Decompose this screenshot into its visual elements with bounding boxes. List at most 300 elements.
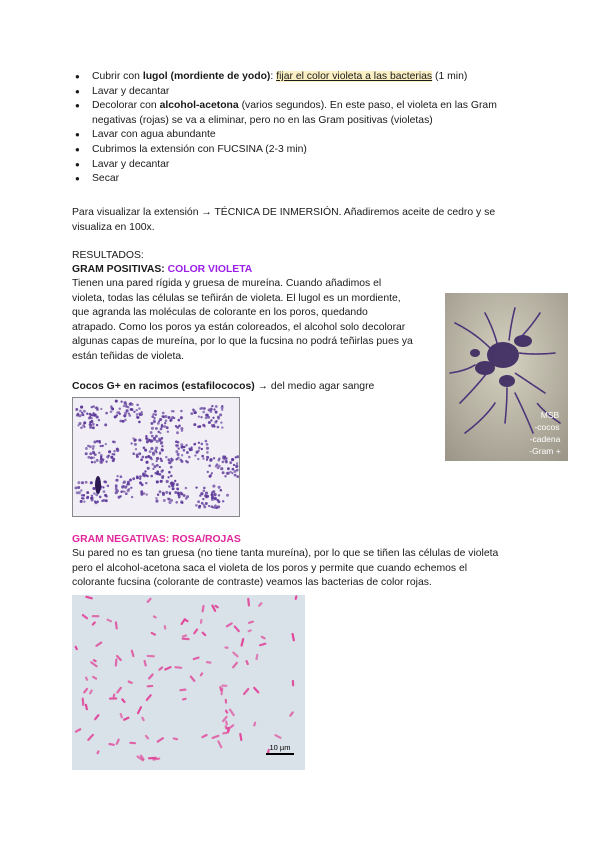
coccus-cell [220, 467, 223, 470]
coccus-cell [154, 410, 157, 413]
coccus-cell [145, 437, 148, 440]
coccus-cell [178, 419, 181, 422]
coccus-cell [181, 460, 184, 463]
coccus-cell [171, 416, 174, 419]
coccus-cell [210, 410, 213, 413]
bacillus-cell [292, 680, 294, 687]
coccus-cell [85, 447, 88, 450]
coccus-cell [120, 491, 122, 493]
coccus-cell [170, 475, 173, 478]
streptococci-micrograph [445, 293, 568, 461]
coccus-cell [107, 485, 110, 488]
coccus-cell [159, 466, 161, 468]
coccus-cell [174, 491, 177, 494]
coccus-cell [86, 491, 89, 494]
coccus-cell [102, 458, 104, 460]
visualize-paragraph: Para visualizar la extensión → TÉCNICA DE INMERSIÓN. Añadiremos aceite de cedro y se visualiza en 100x. [72, 207, 496, 233]
coccus-cell [136, 409, 138, 411]
coccus-cell [136, 455, 139, 458]
coccus-cell [114, 416, 117, 419]
coccus-cell [92, 445, 95, 448]
coccus-cell [136, 413, 139, 416]
coccus-cell [217, 459, 220, 462]
coccus-cell [212, 417, 214, 419]
coccus-cell [211, 499, 213, 501]
coccus-cell [235, 465, 238, 468]
coccus-cell [131, 496, 133, 498]
coccus-cell [170, 482, 173, 485]
coccus-cell [175, 450, 178, 453]
gram-negative-heading: GRAM NEGATIVAS: ROSA/ROJAS [72, 534, 241, 545]
coccus-cell [96, 415, 99, 418]
coccus-cell [148, 439, 151, 442]
coccus-cell [99, 460, 102, 463]
coccus-cell [176, 431, 179, 434]
coccus-cell [164, 415, 167, 418]
cocos-caption: Cocos G+ en racimos (estafilococos) → del medio agar sangre [72, 381, 375, 392]
coccus-cell [159, 432, 161, 434]
list-item: ● Lavar con agua abundante [72, 128, 522, 143]
coccus-cell [102, 486, 104, 488]
coccus-cell [102, 445, 104, 447]
coccus-cell [130, 487, 132, 489]
coccus-cell [215, 411, 218, 414]
coccus-cell [206, 447, 209, 450]
coccus-cell [149, 456, 152, 459]
coccus-cell [183, 449, 186, 452]
coccus-cell [165, 491, 168, 494]
coccus-cell [103, 490, 106, 493]
coccus-cell [222, 471, 225, 474]
coccus-cell [129, 478, 132, 481]
coccus-cell [180, 443, 183, 446]
coccus-cell [144, 449, 147, 452]
coccus-cell [77, 486, 80, 489]
coccus-cell [149, 450, 152, 453]
coccus-cell [208, 464, 211, 467]
coccus-cell [198, 415, 200, 417]
coccus-cell [167, 476, 169, 478]
coccus-cell [195, 504, 198, 507]
coccus-cell [120, 495, 122, 497]
coccus-cell [158, 438, 160, 440]
coccus-cell [161, 445, 163, 447]
coccus-cell [146, 493, 148, 495]
coccus-cell [235, 456, 237, 458]
coccus-cell [219, 413, 222, 416]
coccus-cell [193, 443, 196, 446]
coccus-cell [99, 445, 101, 447]
coccus-cell [203, 407, 206, 410]
coccus-cell [127, 406, 130, 409]
msb-label: MSB [540, 410, 560, 420]
coccus-cell [211, 496, 214, 499]
coccus-cell [214, 421, 217, 424]
coccus-cell [217, 416, 220, 419]
coccus-cell [233, 464, 235, 466]
coccus-cell [121, 485, 124, 488]
coccus-cell [181, 454, 183, 456]
coccus-cell [94, 501, 97, 504]
list-item: ● Cubrir con lugol (mordiente de yodo): fijar el color violeta a las bacterias (1 min) [72, 70, 522, 85]
coccus-cell [77, 481, 80, 484]
coccus-cell [78, 491, 81, 494]
coccus-cell [136, 475, 139, 478]
coccus-cell [156, 457, 159, 460]
coccus-cell [153, 438, 156, 441]
coccus-cell [113, 450, 116, 453]
coccus-cell [224, 475, 226, 477]
coccus-cell [195, 486, 197, 488]
coccus-cell [201, 448, 203, 450]
msb-label: -cocos [534, 422, 560, 432]
coccus-cell [199, 408, 201, 410]
coccus-cell [210, 419, 212, 421]
coccus-cell [145, 474, 147, 476]
coccus-cell [206, 495, 209, 498]
coccus-cell [85, 452, 88, 455]
coccus-cell [146, 461, 149, 464]
bacillus-cell [221, 684, 227, 687]
coccus-cell [217, 505, 220, 508]
coccus-cell [171, 485, 173, 487]
coccus-cell [204, 425, 206, 427]
coccus-cell [203, 489, 206, 492]
coccus-cell [155, 413, 157, 415]
coccus-cell [98, 440, 101, 443]
coccus-cell [136, 404, 139, 407]
coccus-cell [236, 475, 239, 478]
coccus-cell [161, 476, 164, 479]
coccus-cell [185, 487, 188, 490]
coccus-cell [211, 405, 213, 407]
coccus-cell [89, 413, 92, 416]
coccus-cell [160, 459, 163, 462]
coccus-cell [101, 500, 103, 502]
coccus-cell [205, 440, 208, 443]
list-item: ● Lavar y decantar [72, 158, 522, 173]
coccus-cell [150, 475, 153, 478]
coccus-cell [137, 416, 140, 419]
coccus-cell [185, 497, 188, 500]
coccus-cell [168, 471, 171, 474]
coccus-cell [80, 500, 83, 503]
coccus-cell [152, 468, 154, 470]
coccus-cell [177, 456, 180, 459]
coccus-cell [104, 423, 107, 426]
coccus-cell [205, 414, 208, 417]
coccus-cell [207, 471, 209, 473]
coccus-cell [172, 410, 174, 412]
coccus-cell [175, 444, 178, 447]
highlighted-text: fijar el color violeta a las bacterias [276, 71, 433, 82]
coccus-cell [177, 441, 180, 444]
coccus-cell [80, 406, 82, 408]
coccus-cell [201, 455, 204, 458]
coccus-cell [156, 472, 159, 475]
coccus-cell [116, 449, 119, 452]
coccus-cell [168, 458, 171, 461]
coccus-cell [96, 440, 98, 442]
coccus-cell [92, 451, 95, 454]
coccus-cell [215, 465, 217, 467]
list-item: ● Decolorar con alcohol-acetona (varios segundos). En este paso, el violeta en las Gram negativas (rojas) se va a eliminar, pero no en las Gram positivas (violetas) [72, 99, 522, 128]
coccus-cell [203, 504, 205, 506]
coccus-cell [96, 459, 99, 462]
coccus-cell [120, 475, 123, 478]
coccus-cell [143, 447, 146, 450]
coccus-cell [144, 470, 146, 472]
coccus-cell [152, 451, 155, 454]
coccus-cell [201, 443, 204, 446]
bacillus-cell [225, 699, 228, 704]
coccus-cell [156, 464, 159, 467]
coccus-cell [206, 456, 209, 459]
coccus-cell [98, 419, 100, 421]
coccus-cell [89, 452, 92, 455]
coccus-cell [183, 446, 185, 448]
coccus-cell [155, 500, 158, 503]
coccus-cell [174, 480, 176, 482]
coccus-cell [221, 409, 223, 411]
coccus-cell [140, 458, 143, 461]
staphylococci-micrograph [72, 397, 240, 517]
coccus-cell [162, 412, 165, 415]
coccus-cell [105, 443, 107, 445]
coccus-cell [163, 425, 166, 428]
coccus-cell [89, 426, 92, 429]
coccus-cell [92, 487, 95, 490]
coccus-cell [202, 498, 204, 500]
coccus-cell [92, 423, 95, 426]
coccus-cell [95, 407, 98, 410]
coccus-cell [145, 482, 147, 484]
coccus-cell [180, 416, 183, 419]
coccus-cell [106, 495, 108, 497]
coccus-cell [202, 458, 204, 460]
coccus-cell [236, 469, 239, 472]
coccus-cell [197, 500, 200, 503]
coccus-cell [225, 457, 227, 459]
coccus-cell [91, 406, 93, 408]
coccus-cell [140, 491, 143, 494]
coccus-cell [190, 412, 193, 415]
coccus-cell [132, 452, 135, 455]
coccus-cell [93, 441, 96, 444]
coccus-cell [110, 405, 112, 407]
coccus-cell [180, 410, 183, 413]
coccus-cell [80, 426, 83, 429]
coccus-cell [231, 458, 234, 461]
coccus-cell [157, 493, 159, 495]
coccus-cell [134, 440, 136, 442]
coccus-cell [178, 447, 180, 449]
list-item: ● Cubrimos la extensión con FUCSINA (2-3 min) [72, 143, 522, 158]
coccus-cell [112, 459, 115, 462]
coccus-cell [222, 500, 224, 502]
coccus-cell [203, 487, 206, 490]
coccus-cell [213, 425, 215, 427]
coccus-cell [168, 501, 171, 504]
coccus-cell [105, 461, 107, 463]
coccus-cell [168, 485, 171, 488]
coccus-cell [209, 475, 212, 478]
coccus-cell [160, 442, 163, 445]
coccus-cell [213, 457, 215, 459]
coccus-cell [152, 463, 155, 466]
coccus-cell [175, 501, 178, 504]
coccus-cell [194, 454, 196, 456]
coccus-cell [167, 431, 169, 433]
coccus-cell [115, 484, 118, 487]
coccus-cell [217, 426, 220, 429]
coccus-cell [170, 466, 173, 469]
coccus-cell [193, 423, 196, 426]
coccus-cell [158, 420, 160, 422]
coccus-cell [81, 412, 83, 414]
coccus-cell [206, 459, 208, 461]
gram-positive-paragraph: Tienen una pared rígida y gruesa de mureína. Cuando añadimos el violeta, todas las células se teñirán de violeta. El lugol es un mordiente, que agranda las moléculas de colorante en los poros, quedando atrapado. Como los poros ya están coloreados, el alcohol solo decolorar algunas capas de mureína, por lo que la fucsina no podrá teñirlas pues ya están teñidas de violeta. [72, 278, 413, 362]
coccus-cell [132, 477, 135, 480]
coccus-cell [215, 405, 218, 408]
coccus-cell [214, 506, 216, 508]
coccus-cell [130, 408, 133, 411]
coccus-cell [200, 416, 202, 418]
coccus-cell [159, 451, 161, 453]
coccus-cell [91, 461, 93, 463]
coccus-cell [163, 499, 166, 502]
coccus-cell [87, 445, 89, 447]
coccus-cell [181, 429, 183, 431]
coccus-cell [145, 456, 148, 459]
gram-negative-micrograph [72, 595, 305, 770]
coccus-cell [138, 421, 141, 424]
coccus-cell [229, 461, 232, 464]
coccus-cell [83, 501, 85, 503]
coccus-cell [226, 472, 229, 475]
coccus-cell [155, 451, 157, 453]
coccus-cell [161, 415, 163, 417]
coccus-cell [112, 441, 114, 443]
coccus-cell [80, 489, 82, 491]
coccus-cell [123, 480, 126, 483]
coccus-cell [198, 425, 201, 428]
coccus-cell [178, 495, 181, 498]
coccus-cell [198, 505, 201, 508]
coccus-cell [130, 442, 132, 444]
coccus-cell [90, 456, 93, 459]
coccus-cell [153, 417, 155, 419]
coccus-cell [213, 408, 215, 410]
coccus-cell [214, 497, 217, 500]
coccus-cell [138, 452, 141, 455]
coccus-cell [150, 431, 153, 434]
coccus-cell [176, 426, 179, 429]
coccus-cell [206, 451, 209, 454]
coccus-cell [123, 414, 126, 417]
coccus-cell [88, 417, 91, 420]
coccus-cell [115, 400, 118, 403]
coccus-cell [105, 412, 108, 415]
coccus-cell [151, 435, 154, 438]
coccus-cell [124, 403, 127, 406]
coccus-cell [159, 490, 162, 493]
coccus-cell [231, 472, 233, 474]
coccus-cell [177, 453, 180, 456]
coccus-cell [116, 475, 118, 477]
coccus-cell [93, 492, 95, 494]
coccus-cell [161, 425, 164, 428]
coccus-cell [151, 427, 154, 430]
coccus-cell [180, 501, 183, 504]
coccus-cell [185, 444, 187, 446]
gram-negative-paragraph: Su pared no es tan gruesa (no tiene tanta mureína), por lo que se tiñen las células de violeta pero el alcohol-acetona saca el violeta de los poros y permite que cuando echemos el colorante fucsina (colorante de contraste) veamos las bacterias de color rojas. [72, 548, 499, 589]
coccus-cell [100, 454, 103, 457]
coccus-cell [150, 422, 153, 425]
coccus-cell [75, 408, 78, 411]
coccus-cell [153, 420, 156, 423]
coccus-cell [156, 480, 159, 483]
coccus-cell [155, 446, 158, 449]
coccus-cell [170, 460, 173, 463]
coccus-cell [162, 492, 165, 495]
coccus-cell [81, 481, 84, 484]
coccus-cell [139, 481, 141, 483]
coccus-cell [160, 428, 163, 431]
coccus-cell [138, 438, 141, 441]
coccus-cell [129, 403, 132, 406]
coccus-cell [108, 450, 111, 453]
coccus-cell [218, 486, 221, 489]
coccus-cell [220, 421, 222, 423]
coccus-cell [211, 505, 214, 508]
coccus-cell [227, 467, 230, 470]
coccus-cell [81, 497, 83, 499]
coccus-cell [161, 449, 164, 452]
coccus-cell [98, 452, 100, 454]
coccus-cell [234, 474, 237, 477]
coccus-cell [105, 499, 108, 502]
bacillus-cell [92, 615, 100, 617]
coccus-cell [156, 460, 158, 462]
coccus-cell [212, 485, 215, 488]
coccus-cell [208, 505, 210, 507]
coccus-cell [166, 426, 169, 429]
coccus-cell [81, 494, 83, 496]
coccus-cell [199, 495, 201, 497]
coccus-cell [134, 443, 137, 446]
coccus-cell [86, 496, 89, 499]
stain-artifact [95, 476, 101, 494]
coccus-cell [222, 461, 225, 464]
bacillus-cell [109, 697, 117, 699]
coccus-cell [180, 492, 183, 495]
coccus-cell [83, 410, 86, 413]
bacillus-cell [147, 655, 155, 658]
coccus-cell [166, 480, 169, 483]
msb-label: -Gram + [529, 446, 561, 456]
msb-label: -cadena [529, 434, 561, 444]
streptococci-image [445, 293, 568, 461]
coccus-cell [218, 465, 221, 468]
coccus-cell [205, 502, 208, 505]
coccus-cell [196, 451, 199, 454]
coccus-cell [117, 411, 120, 414]
coccus-cell [90, 481, 93, 484]
coccus-cell [115, 488, 118, 491]
coccus-cell [220, 489, 223, 492]
coccus-cell [155, 435, 158, 438]
